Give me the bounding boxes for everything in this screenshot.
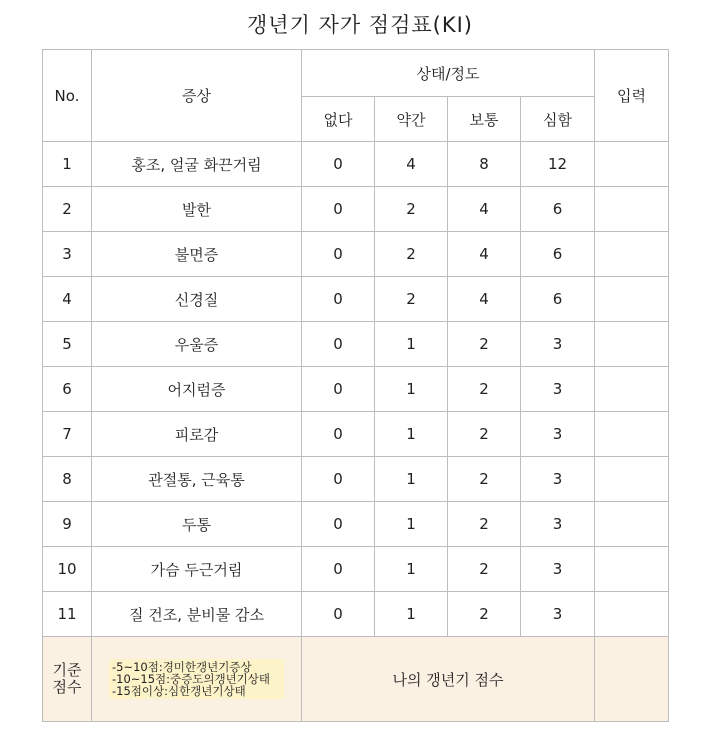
score-mild[interactable]: 2 xyxy=(375,277,448,322)
input-cell[interactable] xyxy=(595,412,669,457)
table-row xyxy=(43,322,669,367)
input-cell[interactable] xyxy=(595,232,669,277)
score-none[interactable]: 0 xyxy=(302,322,375,367)
header-no: No. xyxy=(43,50,92,142)
score-moderate[interactable]: 2 xyxy=(448,367,521,412)
score-moderate[interactable]: 4 xyxy=(448,277,521,322)
score-severe[interactable]: 3 xyxy=(521,592,595,637)
score-mild[interactable]: 1 xyxy=(375,367,448,412)
score-moderate[interactable]: 8 xyxy=(448,142,521,187)
table-row xyxy=(43,547,669,592)
header-symptom: 증상 xyxy=(92,50,302,142)
input-cell[interactable] xyxy=(595,187,669,232)
row-symptom: 피로감 xyxy=(92,412,302,457)
row-symptom: 어지럼증 xyxy=(92,367,302,412)
row-symptom: 홍조, 얼굴 화끈거림 xyxy=(92,142,302,187)
score-mild[interactable]: 1 xyxy=(375,322,448,367)
header-level-severe: 심함 xyxy=(521,97,595,142)
row-symptom: 관절통, 근육통 xyxy=(92,457,302,502)
score-mild[interactable]: 1 xyxy=(375,412,448,457)
table-row xyxy=(43,592,669,637)
row-symptom: 신경질 xyxy=(92,277,302,322)
score-severe[interactable]: 6 xyxy=(521,277,595,322)
row-no: 8 xyxy=(43,457,92,502)
score-none[interactable]: 0 xyxy=(302,457,375,502)
row-symptom: 질 건조, 분비물 감소 xyxy=(92,592,302,637)
score-moderate[interactable]: 2 xyxy=(448,322,521,367)
table-row xyxy=(43,187,669,232)
score-none[interactable]: 0 xyxy=(302,502,375,547)
score-none[interactable]: 0 xyxy=(302,592,375,637)
input-cell[interactable] xyxy=(595,457,669,502)
score-mild[interactable]: 2 xyxy=(375,232,448,277)
my-score-label: 나의 갱년기 점수 xyxy=(302,637,595,722)
row-no: 11 xyxy=(43,592,92,637)
criteria-box xyxy=(109,659,284,699)
score-mild[interactable]: 1 xyxy=(375,547,448,592)
score-none[interactable]: 0 xyxy=(302,187,375,232)
row-no: 5 xyxy=(43,322,92,367)
table-row xyxy=(43,502,669,547)
score-mild[interactable]: 2 xyxy=(375,187,448,232)
input-cell[interactable] xyxy=(595,502,669,547)
input-cell[interactable] xyxy=(595,367,669,412)
score-mild[interactable]: 1 xyxy=(375,502,448,547)
input-cell[interactable] xyxy=(595,322,669,367)
row-no: 10 xyxy=(43,547,92,592)
footer-row xyxy=(43,637,669,722)
table-row xyxy=(43,457,669,502)
header-status: 상태/정도 xyxy=(302,50,595,97)
row-no: 9 xyxy=(43,502,92,547)
score-none[interactable]: 0 xyxy=(302,142,375,187)
score-moderate[interactable]: 2 xyxy=(448,457,521,502)
score-severe[interactable]: 12 xyxy=(521,142,595,187)
input-cell[interactable] xyxy=(595,592,669,637)
score-moderate[interactable]: 2 xyxy=(448,502,521,547)
score-moderate[interactable]: 2 xyxy=(448,547,521,592)
score-severe[interactable]: 3 xyxy=(521,547,595,592)
criteria-label-line2: 점수 xyxy=(52,678,82,696)
score-none[interactable]: 0 xyxy=(302,547,375,592)
score-severe[interactable]: 6 xyxy=(521,187,595,232)
row-no: 2 xyxy=(43,187,92,232)
criteria-label-line1: 기준 xyxy=(52,661,82,679)
score-moderate[interactable]: 2 xyxy=(448,592,521,637)
header-level-moderate: 보통 xyxy=(448,97,521,142)
table-row xyxy=(43,277,669,322)
input-cell[interactable] xyxy=(595,547,669,592)
row-no: 6 xyxy=(43,367,92,412)
criteria-label xyxy=(43,637,92,722)
row-symptom: 불면증 xyxy=(92,232,302,277)
row-symptom: 우울증 xyxy=(92,322,302,367)
table-row xyxy=(43,232,669,277)
score-severe[interactable]: 3 xyxy=(521,502,595,547)
score-moderate[interactable]: 2 xyxy=(448,412,521,457)
header-input: 입력 xyxy=(595,50,669,142)
score-none[interactable]: 0 xyxy=(302,367,375,412)
score-none[interactable]: 0 xyxy=(302,412,375,457)
row-symptom: 발한 xyxy=(92,187,302,232)
row-no: 1 xyxy=(43,142,92,187)
score-moderate[interactable]: 4 xyxy=(448,232,521,277)
score-severe[interactable]: 3 xyxy=(521,322,595,367)
criteria-item: -15점이상:심한갱년기상태 xyxy=(111,684,246,698)
header-level-none: 없다 xyxy=(302,97,375,142)
my-score-input[interactable] xyxy=(595,637,669,722)
score-mild[interactable]: 4 xyxy=(375,142,448,187)
row-no: 3 xyxy=(43,232,92,277)
score-none[interactable]: 0 xyxy=(302,277,375,322)
score-severe[interactable]: 3 xyxy=(521,457,595,502)
score-severe[interactable]: 6 xyxy=(521,232,595,277)
checklist-table xyxy=(42,49,669,722)
input-cell[interactable] xyxy=(595,277,669,322)
score-severe[interactable]: 3 xyxy=(521,412,595,457)
row-no: 4 xyxy=(43,277,92,322)
table-row xyxy=(43,142,669,187)
row-symptom: 두통 xyxy=(92,502,302,547)
page-title: 갱년기 자가 점검표(KI) xyxy=(247,13,473,37)
score-mild[interactable]: 1 xyxy=(375,592,448,637)
row-symptom: 가슴 두근거림 xyxy=(92,547,302,592)
criteria-item: -10~15점:중증도의갱년기상태 xyxy=(111,672,270,686)
criteria-item: -5~10점:경미한갱년기증상 xyxy=(111,660,252,674)
table-row xyxy=(43,367,669,412)
row-no: 7 xyxy=(43,412,92,457)
score-severe[interactable]: 3 xyxy=(521,367,595,412)
score-mild[interactable]: 1 xyxy=(375,457,448,502)
header-row xyxy=(43,50,669,97)
score-moderate[interactable]: 4 xyxy=(448,187,521,232)
table-row xyxy=(43,412,669,457)
input-cell[interactable] xyxy=(595,142,669,187)
header-level-mild: 약간 xyxy=(375,97,448,142)
score-none[interactable]: 0 xyxy=(302,232,375,277)
criteria-cell xyxy=(92,637,302,722)
